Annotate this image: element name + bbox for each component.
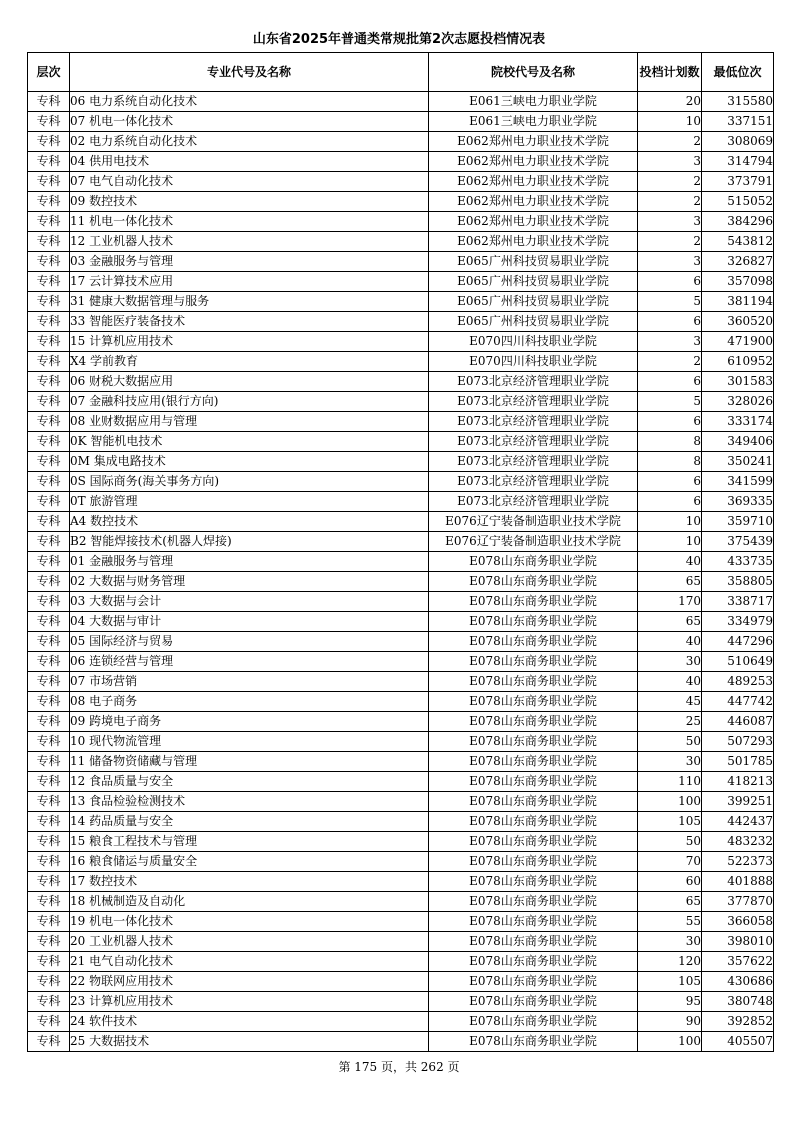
cell-major: 15 粮食工程技术与管理 (70, 832, 429, 852)
table-row (28, 312, 774, 332)
table-row (28, 92, 774, 112)
table-row (28, 472, 774, 492)
cell-quota: 20 (638, 92, 702, 112)
cell-major: 20 工业机器人技术 (70, 932, 429, 952)
cell-quota: 2 (638, 352, 702, 372)
cell-level: 专科 (28, 232, 70, 252)
cell-rank: 328026 (702, 392, 774, 412)
cell-major: 17 云计算技术应用 (70, 272, 429, 292)
cell-rank: 489253 (702, 672, 774, 692)
cell-level: 专科 (28, 432, 70, 452)
cell-rank: 350241 (702, 452, 774, 472)
cell-major: 09 数控技术 (70, 192, 429, 212)
table-row (28, 332, 774, 352)
cell-rank: 375439 (702, 532, 774, 552)
cell-level: 专科 (28, 472, 70, 492)
cell-school: E062郑州电力职业技术学院 (429, 212, 638, 232)
cell-major: 10 现代物流管理 (70, 732, 429, 752)
cell-quota: 6 (638, 312, 702, 332)
cell-rank: 447742 (702, 692, 774, 712)
cell-major: 18 机械制造及自动化 (70, 892, 429, 912)
cell-level: 专科 (28, 412, 70, 432)
cell-level: 专科 (28, 752, 70, 772)
cell-level: 专科 (28, 272, 70, 292)
cell-rank: 392852 (702, 1012, 774, 1032)
cell-rank: 308069 (702, 132, 774, 152)
cell-level: 专科 (28, 692, 70, 712)
table-row (28, 412, 774, 432)
cell-level: 专科 (28, 852, 70, 872)
table-row (28, 132, 774, 152)
cell-rank: 401888 (702, 872, 774, 892)
cell-major: 15 计算机应用技术 (70, 332, 429, 352)
cell-level: 专科 (28, 792, 70, 812)
cell-school: E078山东商务职业学院 (429, 692, 638, 712)
cell-major: 04 供用电技术 (70, 152, 429, 172)
table-row (28, 772, 774, 792)
cell-level: 专科 (28, 592, 70, 612)
cell-major: 0S 国际商务(海关事务方向) (70, 472, 429, 492)
cell-quota: 6 (638, 372, 702, 392)
cell-level: 专科 (28, 152, 70, 172)
cell-level: 专科 (28, 812, 70, 832)
cell-school: E078山东商务职业学院 (429, 872, 638, 892)
cell-major: 12 食品质量与安全 (70, 772, 429, 792)
table-row (28, 992, 774, 1012)
cell-rank: 433735 (702, 552, 774, 572)
cell-school: E065广州科技贸易职业学院 (429, 312, 638, 332)
cell-quota: 6 (638, 272, 702, 292)
table-row (28, 152, 774, 172)
cell-rank: 380748 (702, 992, 774, 1012)
table-row (28, 952, 774, 972)
cell-quota: 65 (638, 892, 702, 912)
cell-major: 19 机电一体化技术 (70, 912, 429, 932)
cell-level: 专科 (28, 672, 70, 692)
table-row (28, 632, 774, 652)
table-row (28, 172, 774, 192)
cell-major: 09 跨境电子商务 (70, 712, 429, 732)
cell-level: 专科 (28, 632, 70, 652)
cell-major: 07 电气自动化技术 (70, 172, 429, 192)
cell-rank: 359710 (702, 512, 774, 532)
cell-level: 专科 (28, 512, 70, 532)
header-major: 专业代号及名称 (70, 53, 429, 92)
cell-level: 专科 (28, 212, 70, 232)
cell-level: 专科 (28, 452, 70, 472)
cell-quota: 40 (638, 552, 702, 572)
table-row (28, 292, 774, 312)
cell-quota: 55 (638, 912, 702, 932)
cell-major: 25 大数据技术 (70, 1032, 429, 1052)
cell-major: 16 粮食储运与质量安全 (70, 852, 429, 872)
cell-school: E078山东商务职业学院 (429, 572, 638, 592)
cell-major: 08 业财数据应用与管理 (70, 412, 429, 432)
cell-level: 专科 (28, 372, 70, 392)
cell-school: E078山东商务职业学院 (429, 612, 638, 632)
table-row (28, 812, 774, 832)
cell-major: 33 智能医疗装备技术 (70, 312, 429, 332)
cell-school: E078山东商务职业学院 (429, 1032, 638, 1052)
table-body (28, 92, 774, 1052)
cell-major: 0K 智能机电技术 (70, 432, 429, 452)
cell-rank: 357098 (702, 272, 774, 292)
cell-quota: 50 (638, 832, 702, 852)
table-row (28, 792, 774, 812)
cell-quota: 30 (638, 932, 702, 952)
cell-quota: 3 (638, 332, 702, 352)
cell-school: E073北京经济管理职业学院 (429, 452, 638, 472)
cell-level: 专科 (28, 732, 70, 752)
cell-major: 31 健康大数据管理与服务 (70, 292, 429, 312)
cell-rank: 381194 (702, 292, 774, 312)
cell-major: B2 智能焊接技术(机器人焊接) (70, 532, 429, 552)
table-row (28, 552, 774, 572)
cell-school: E073北京经济管理职业学院 (429, 492, 638, 512)
table-row (28, 112, 774, 132)
cell-major: 06 财税大数据应用 (70, 372, 429, 392)
cell-level: 专科 (28, 312, 70, 332)
table-row (28, 392, 774, 412)
cell-school: E076辽宁装备制造职业技术学院 (429, 532, 638, 552)
cell-school: E061三峡电力职业学院 (429, 92, 638, 112)
table-row (28, 832, 774, 852)
cell-major: 17 数控技术 (70, 872, 429, 892)
cell-major: 07 市场营销 (70, 672, 429, 692)
cell-quota: 10 (638, 112, 702, 132)
cell-major: 23 计算机应用技术 (70, 992, 429, 1012)
cell-level: 专科 (28, 1032, 70, 1052)
table-row (28, 732, 774, 752)
cell-level: 专科 (28, 872, 70, 892)
header-rank: 最低位次 (702, 53, 774, 92)
cell-quota: 100 (638, 1032, 702, 1052)
cell-quota: 8 (638, 432, 702, 452)
table-row (28, 692, 774, 712)
cell-major: 04 大数据与审计 (70, 612, 429, 632)
cell-quota: 30 (638, 752, 702, 772)
cell-major: 11 储备物资储藏与管理 (70, 752, 429, 772)
table-row (28, 652, 774, 672)
cell-rank: 442437 (702, 812, 774, 832)
header-school: 院校代号及名称 (429, 53, 638, 92)
table-row (28, 272, 774, 292)
cell-quota: 5 (638, 292, 702, 312)
cell-quota: 30 (638, 652, 702, 672)
table-row (28, 572, 774, 592)
cell-school: E078山东商务职业学院 (429, 832, 638, 852)
table-row (28, 372, 774, 392)
cell-quota: 2 (638, 132, 702, 152)
table-row (28, 492, 774, 512)
cell-school: E078山东商务职业学院 (429, 812, 638, 832)
table-row (28, 912, 774, 932)
cell-school: E061三峡电力职业学院 (429, 112, 638, 132)
cell-quota: 2 (638, 232, 702, 252)
cell-quota: 6 (638, 412, 702, 432)
cell-school: E078山东商务职业学院 (429, 732, 638, 752)
cell-school: E078山东商务职业学院 (429, 912, 638, 932)
cell-level: 专科 (28, 932, 70, 952)
cell-rank: 377870 (702, 892, 774, 912)
cell-quota: 105 (638, 812, 702, 832)
cell-major: 07 金融科技应用(银行方向) (70, 392, 429, 412)
table-row (28, 752, 774, 772)
cell-rank: 360520 (702, 312, 774, 332)
cell-rank: 349406 (702, 432, 774, 452)
cell-school: E062郑州电力职业技术学院 (429, 232, 638, 252)
cell-quota: 70 (638, 852, 702, 872)
cell-major: 02 电力系统自动化技术 (70, 132, 429, 152)
cell-quota: 40 (638, 672, 702, 692)
cell-school: E078山东商务职业学院 (429, 592, 638, 612)
cell-level: 专科 (28, 532, 70, 552)
cell-school: E078山东商务职业学院 (429, 712, 638, 732)
cell-quota: 170 (638, 592, 702, 612)
cell-level: 专科 (28, 652, 70, 672)
cell-level: 专科 (28, 392, 70, 412)
cell-major: 13 食品检验检测技术 (70, 792, 429, 812)
cell-rank: 430686 (702, 972, 774, 992)
cell-major: 21 电气自动化技术 (70, 952, 429, 972)
cell-quota: 6 (638, 492, 702, 512)
cell-level: 专科 (28, 292, 70, 312)
table-row (28, 712, 774, 732)
cell-level: 专科 (28, 992, 70, 1012)
cell-major: 0M 集成电路技术 (70, 452, 429, 472)
cell-rank: 338717 (702, 592, 774, 612)
cell-level: 专科 (28, 172, 70, 192)
table-row (28, 452, 774, 472)
cell-rank: 515052 (702, 192, 774, 212)
table-row (28, 892, 774, 912)
cell-quota: 65 (638, 572, 702, 592)
page-footer: 第 175 页，共 262 页 (338, 1060, 460, 1074)
cell-rank: 418213 (702, 772, 774, 792)
cell-major: 02 大数据与财务管理 (70, 572, 429, 592)
cell-school: E078山东商务职业学院 (429, 1012, 638, 1032)
cell-level: 专科 (28, 912, 70, 932)
cell-rank: 446087 (702, 712, 774, 732)
cell-level: 专科 (28, 92, 70, 112)
cell-school: E070四川科技职业学院 (429, 332, 638, 352)
cell-quota: 10 (638, 532, 702, 552)
table-row (28, 592, 774, 612)
table-row (28, 872, 774, 892)
cell-level: 专科 (28, 892, 70, 912)
cell-rank: 447296 (702, 632, 774, 652)
cell-school: E078山东商务职业学院 (429, 772, 638, 792)
cell-level: 专科 (28, 712, 70, 732)
cell-rank: 373791 (702, 172, 774, 192)
cell-rank: 366058 (702, 912, 774, 932)
table-row (28, 192, 774, 212)
cell-major: 06 电力系统自动化技术 (70, 92, 429, 112)
cell-quota: 95 (638, 992, 702, 1012)
cell-school: E078山东商务职业学院 (429, 632, 638, 652)
table-row (28, 252, 774, 272)
cell-rank: 510649 (702, 652, 774, 672)
cell-rank: 333174 (702, 412, 774, 432)
table-row (28, 352, 774, 372)
table-row (28, 512, 774, 532)
cell-school: E078山东商务职业学院 (429, 852, 638, 872)
cell-quota: 25 (638, 712, 702, 732)
table-row (28, 672, 774, 692)
cell-quota: 5 (638, 392, 702, 412)
cell-quota: 105 (638, 972, 702, 992)
cell-rank: 501785 (702, 752, 774, 772)
cell-major: 05 国际经济与贸易 (70, 632, 429, 652)
cell-level: 专科 (28, 832, 70, 852)
cell-level: 专科 (28, 772, 70, 792)
cell-rank: 610952 (702, 352, 774, 372)
cell-major: A4 数控技术 (70, 512, 429, 532)
cell-quota: 110 (638, 772, 702, 792)
cell-rank: 301583 (702, 372, 774, 392)
cell-level: 专科 (28, 952, 70, 972)
cell-quota: 2 (638, 172, 702, 192)
cell-quota: 100 (638, 792, 702, 812)
cell-quota: 3 (638, 152, 702, 172)
cell-major: 14 药品质量与安全 (70, 812, 429, 832)
cell-quota: 60 (638, 872, 702, 892)
cell-major: 06 连锁经营与管理 (70, 652, 429, 672)
cell-level: 专科 (28, 1012, 70, 1032)
cell-major: 03 金融服务与管理 (70, 252, 429, 272)
cell-rank: 405507 (702, 1032, 774, 1052)
cell-rank: 358805 (702, 572, 774, 592)
cell-rank: 341599 (702, 472, 774, 492)
cell-school: E065广州科技贸易职业学院 (429, 252, 638, 272)
cell-quota: 45 (638, 692, 702, 712)
cell-level: 专科 (28, 352, 70, 372)
cell-rank: 384296 (702, 212, 774, 232)
cell-level: 专科 (28, 572, 70, 592)
cell-school: E073北京经济管理职业学院 (429, 472, 638, 492)
page-title: 山东省2025年普通类常规批第2次志愿投档情况表 (252, 32, 546, 47)
cell-major: 11 机电一体化技术 (70, 212, 429, 232)
cell-quota: 8 (638, 452, 702, 472)
cell-school: E062郑州电力职业技术学院 (429, 152, 638, 172)
header-quota: 投档计划数 (638, 53, 702, 92)
cell-rank: 326827 (702, 252, 774, 272)
cell-school: E076辽宁装备制造职业技术学院 (429, 512, 638, 532)
cell-school: E078山东商务职业学院 (429, 652, 638, 672)
cell-quota: 6 (638, 472, 702, 492)
cell-school: E062郑州电力职业技术学院 (429, 192, 638, 212)
table-row (28, 972, 774, 992)
cell-school: E078山东商务职业学院 (429, 952, 638, 972)
cell-school: E062郑州电力职业技术学院 (429, 132, 638, 152)
cell-school: E062郑州电力职业技术学院 (429, 172, 638, 192)
header-level: 层次 (28, 53, 70, 92)
cell-school: E073北京经济管理职业学院 (429, 412, 638, 432)
table-row (28, 432, 774, 452)
table-row (28, 852, 774, 872)
cell-rank: 337151 (702, 112, 774, 132)
cell-school: E073北京经济管理职业学院 (429, 392, 638, 412)
cell-school: E065广州科技贸易职业学院 (429, 292, 638, 312)
cell-major: 24 软件技术 (70, 1012, 429, 1032)
cell-rank: 334979 (702, 612, 774, 632)
table-row (28, 212, 774, 232)
cell-major: 08 电子商务 (70, 692, 429, 712)
cell-level: 专科 (28, 972, 70, 992)
cell-quota: 65 (638, 612, 702, 632)
cell-school: E078山东商务职业学院 (429, 792, 638, 812)
cell-quota: 40 (638, 632, 702, 652)
cell-level: 专科 (28, 552, 70, 572)
cell-level: 专科 (28, 192, 70, 212)
cell-school: E078山东商务职业学院 (429, 752, 638, 772)
cell-level: 专科 (28, 252, 70, 272)
cell-quota: 90 (638, 1012, 702, 1032)
cell-level: 专科 (28, 132, 70, 152)
cell-level: 专科 (28, 332, 70, 352)
cell-major: 0T 旅游管理 (70, 492, 429, 512)
cell-rank: 398010 (702, 932, 774, 952)
cell-major: 07 机电一体化技术 (70, 112, 429, 132)
cell-rank: 314794 (702, 152, 774, 172)
cell-quota: 3 (638, 252, 702, 272)
cell-quota: 2 (638, 192, 702, 212)
table-row (28, 932, 774, 952)
cell-rank: 399251 (702, 792, 774, 812)
cell-rank: 357622 (702, 952, 774, 972)
table-row (28, 612, 774, 632)
cell-major: 22 物联网应用技术 (70, 972, 429, 992)
cell-level: 专科 (28, 612, 70, 632)
cell-rank: 507293 (702, 732, 774, 752)
cell-school: E073北京经济管理职业学院 (429, 432, 638, 452)
cell-school: E078山东商务职业学院 (429, 972, 638, 992)
cell-school: E078山东商务职业学院 (429, 892, 638, 912)
cell-major: 12 工业机器人技术 (70, 232, 429, 252)
cell-major: 03 大数据与会计 (70, 592, 429, 612)
cell-school: E078山东商务职业学院 (429, 552, 638, 572)
cell-quota: 10 (638, 512, 702, 532)
admission-table (27, 52, 774, 1052)
cell-school: E065广州科技贸易职业学院 (429, 272, 638, 292)
table-row (28, 1032, 774, 1052)
cell-school: E078山东商务职业学院 (429, 992, 638, 1012)
cell-quota: 50 (638, 732, 702, 752)
cell-school: E078山东商务职业学院 (429, 672, 638, 692)
cell-school: E073北京经济管理职业学院 (429, 372, 638, 392)
cell-quota: 3 (638, 212, 702, 232)
table-row (28, 1012, 774, 1032)
cell-level: 专科 (28, 112, 70, 132)
header-row (28, 53, 774, 92)
cell-rank: 483232 (702, 832, 774, 852)
cell-rank: 471900 (702, 332, 774, 352)
table-row (28, 532, 774, 552)
cell-school: E070四川科技职业学院 (429, 352, 638, 372)
cell-rank: 522373 (702, 852, 774, 872)
cell-rank: 315580 (702, 92, 774, 112)
cell-rank: 369335 (702, 492, 774, 512)
cell-major: X4 学前教育 (70, 352, 429, 372)
cell-major: 01 金融服务与管理 (70, 552, 429, 572)
cell-rank: 543812 (702, 232, 774, 252)
cell-level: 专科 (28, 492, 70, 512)
table-row (28, 232, 774, 252)
cell-quota: 120 (638, 952, 702, 972)
cell-school: E078山东商务职业学院 (429, 932, 638, 952)
